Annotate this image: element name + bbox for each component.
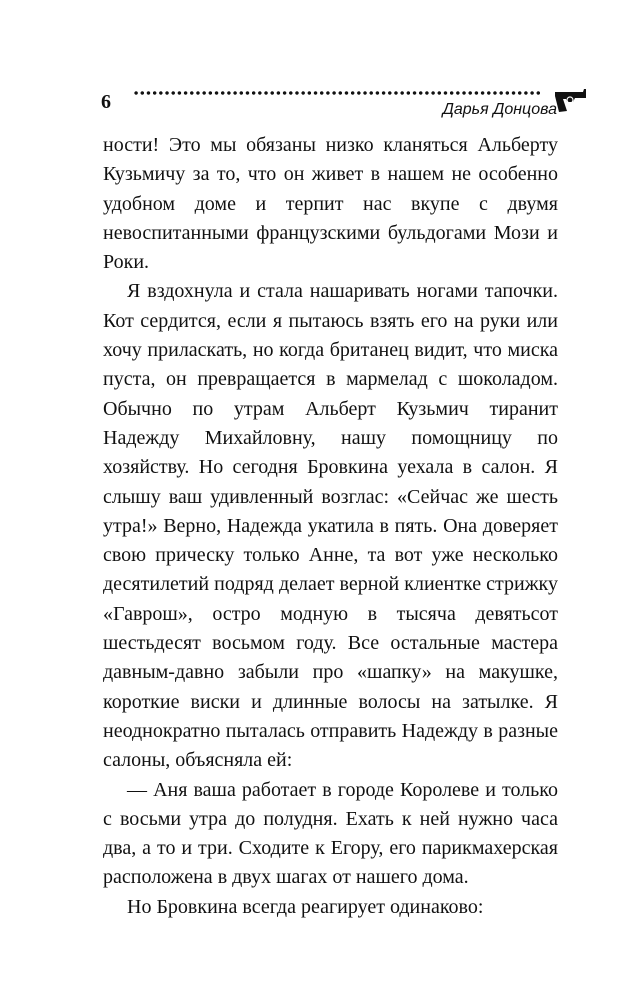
dotted-leader bbox=[133, 90, 541, 96]
paragraph: ности! Это мы обязаны низко кланяться Альберту Кузьмичу за то, что он живет в нашем не особенно удобном доме и терпит нас вкупе с двумя невоспитанными французскими бульдогами Мози и Роки. bbox=[103, 134, 558, 274]
body-text bbox=[103, 131, 558, 922]
paragraph: — Аня ваша работает в городе Королеве и только с восьми утра до полудня. Ехать к ней нужно часа два, а то и три. Сходите к Егору, его парикмахерская расположена в двух шагах от нашего дома. bbox=[103, 778, 558, 889]
paragraph: Я вздохнула и стала нашаривать ногами тапочки. Кот сердится, если я пытаюсь взять его на руки или хочу приласкать, но когда британец видит, что миска пуста, он превращается в мармелад с шоколадом. Обычно по утрам Альберт Кузьмич тиранит Надежду Михайловну, нашу помощницу по хозяйству. Но сегодня Бровкина уехала в салон. Я слышу ваш удивленный возглас: «Сейчас же шесть утра!» Верно, Надежда укатила в пять. Она доверяет свою прическу только Анне, та вот уже несколько десятилетий подряд делает верной клиентке стрижку «Гаврош», остро модную в тысяча девятьсот шестьдесят восьмом году. Все остальные мастера давным-давно забыли про «шапку» на макушке, короткие виски и длинные волосы на затылке. Я неоднократно пыталась отправить Надежду в разные салоны, объясняла ей: bbox=[103, 280, 558, 772]
pistol-icon bbox=[553, 84, 587, 114]
running-header bbox=[101, 84, 587, 124]
author-name: Дарья Донцова bbox=[442, 101, 557, 118]
paragraph: Но Бровкина всегда реагирует одинаково: bbox=[127, 895, 484, 918]
page-number: 6 bbox=[101, 91, 111, 113]
